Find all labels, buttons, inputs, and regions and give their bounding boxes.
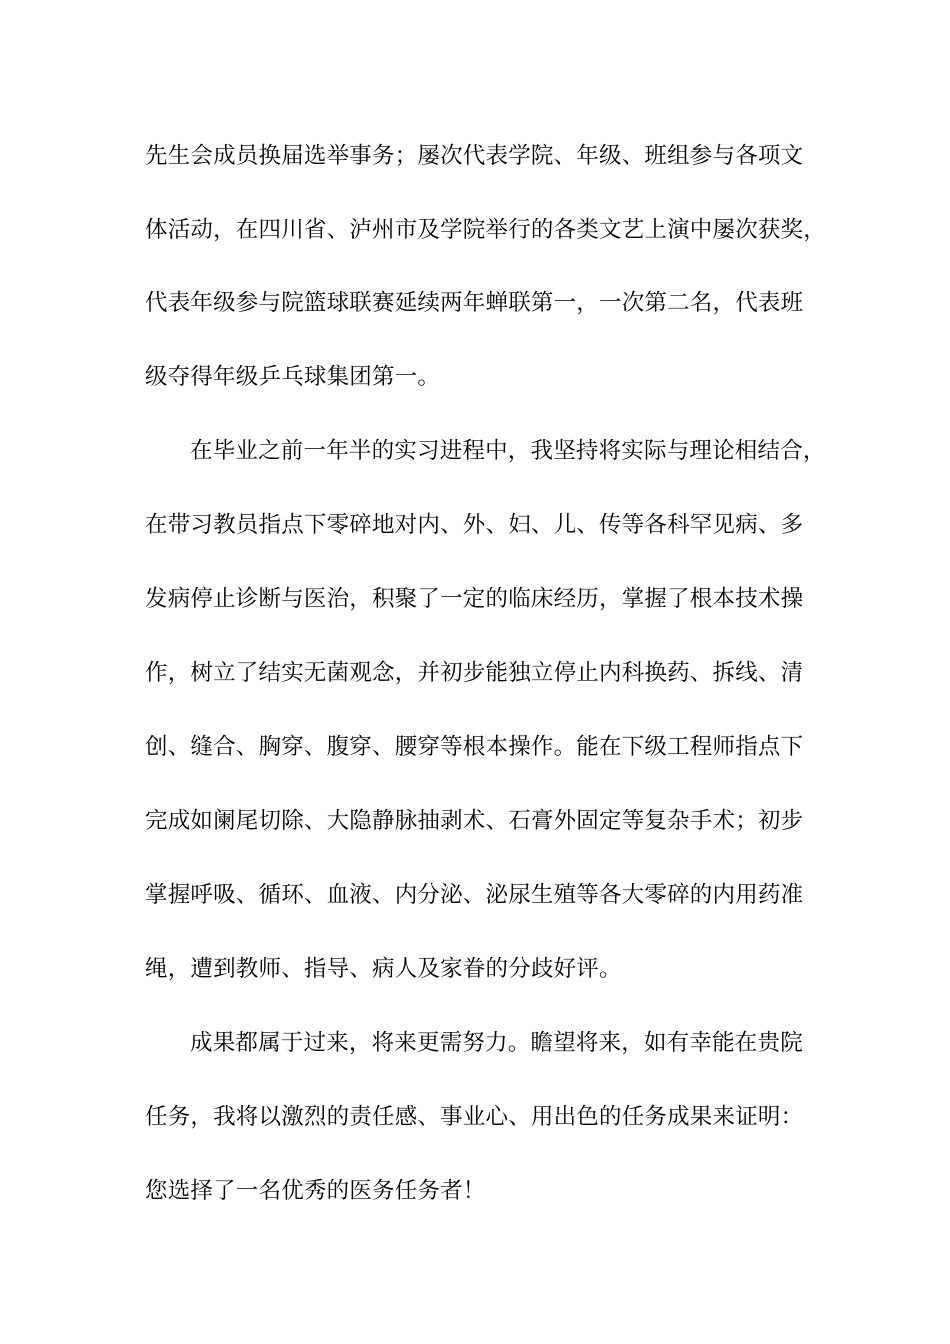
text-line: 创、缝合、胸穿、腹穿、腰穿等根本操作。能在下级工程师指点下: [145, 734, 804, 760]
text-line: 完成如阑尾切除、大隐静脉抽剥术、石膏外固定等复杂手术；初步: [145, 808, 804, 834]
text-line: 级夺得年级乒乓球集团第一。: [145, 364, 441, 390]
text-line: 绳，遭到教师、指导、病人及家眷的分歧好评。: [145, 956, 622, 982]
text-line: 代表年级参与院篮球联赛延续两年蝉联第一，一次第二名，代表班: [145, 290, 804, 316]
text-line: 您选择了一名优秀的医务任务者！: [145, 1178, 486, 1204]
text-line: 作，树立了结实无菌观念，并初步能独立停止内科换药、拆线、清: [145, 660, 804, 686]
text-line: 任务，我将以激烈的责任感、事业心、用出色的任务成果来证明：: [145, 1104, 804, 1130]
text-line: 发病停止诊断与医治，积聚了一定的临床经历，掌握了根本技术操: [145, 586, 804, 612]
text-line: 体活动，在四川省、泸州市及学院举行的各类文艺上演中屡次获奖，: [145, 217, 827, 243]
text-line: 先生会成员换届选举事务；屡次代表学院、年级、班组参与各项文: [145, 143, 804, 169]
text-line: 在带习教员指点下零碎地对内、外、妇、儿、传等各科罕见病、多: [145, 512, 804, 538]
text-line: 在毕业之前一年半的实习进程中，我坚持将实际与理论相结合，: [190, 438, 826, 464]
text-line: 掌握呼吸、循环、血液、内分泌、泌尿生殖等各大零碎的内用药准: [145, 882, 804, 908]
text-line: 成果都属于过来，将来更需努力。瞻望将来，如有幸能在贵院: [190, 1030, 803, 1056]
